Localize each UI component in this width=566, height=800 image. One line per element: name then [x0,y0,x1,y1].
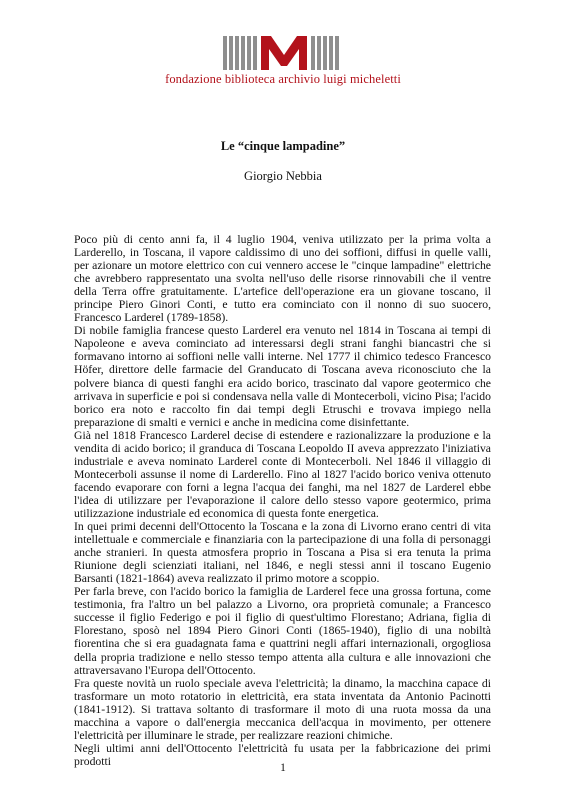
fbalm-logo-icon [223,36,343,70]
header-logo [0,36,566,70]
article-title: Le “cinque lampadine” [220,139,346,153]
paragraph: Poco più di cento anni fa, il 4 luglio 1904, veniva utilizzato per la prima volta a Larderello, in Toscana, il vapore caldissimo di uno dei soffioni, diffusi in quelle valli, per azionare un motore elettrico con cui vennero accese le "cinque lampadine" elettriche che avrebbero rappresentato una svolta nell'uso delle risorse rinnovabili che il ventre della Terra offre gratuitamente. L'artefice dell'operazione era un giovane toscano, il principe Piero Ginori Conti, e tutto era cominciato con il nonno di suo suocero, Francesco Larderel (1789-1858). [74,233,491,325]
paragraph: In quei primi decenni dell'Ottocento la Toscana e la zona di Livorno erano centri di vita intellettuale e commerciale e finanziaria con la partecipazione di una folla di personaggi anche stranieri. In questa atmosfera proprio in Toscana a Pisa si era tenuta la prima Riunione degli scienziati italiani, nel 1846, e negli stessi anni il toscano Eugenio Barsanti (1821-1864) aveva realizzato il primo motore a scoppio. [74,520,491,586]
paragraph: Di nobile famiglia francese questo Larderel era venuto nel 1814 in Toscana ai tempi di Napoleone e aveva cominciato ad interessarsi degli strani fanghi biancastri che si formavano intorno ai soffioni nelle valli interne. Nel 1777 il chimico tedesco Francesco Höfer, direttore delle farmacie del Granducato di Toscana aveva riconosciuto che la polvere bianca di questi fanghi era acido borico, trascinato dal vapore geotermico che arrivava in superficie e poi si condensava nella valle di Montecerboli, vicino Pisa; l'acido borico era noto e raccolto fin dai tempi degli Etruschi e trovava impiego nella preparazione di smalti e vernici e anche in medicina come disinfettante. [74,324,491,429]
article-author: Giorgio Nebbia [244,169,322,183]
paragraph: Fra queste novità un ruolo speciale aveva l'elettricità; la dinamo, la macchina capace di trasformare un moto rotatorio in elettricità, era stata inventata da Antonio Pacinotti (1841-1912). Si trattava soltanto di trasformare il moto di una ruota mossa da una macchina a vapore o dall'energia meccanica dell'acqua in movimento, per ottenere l'elettricità per illuminare le strade, per realizzare reazioni chimiche. [74,676,491,742]
page-number: 1 [280,762,286,774]
paragraph: Già nel 1818 Francesco Larderel decise di estendere e razionalizzare la produzione e la vendita di acido borico; il granduca di Toscana Leopoldo II aveva apprezzato l'iniziativa industriale e aveva nominato Larderel conte di Montecerboli. Nel 1846 il villaggio di Montecerboli assunse il nome di Larderello. Fino al 1827 l'acido borico veniva ottenuto facendo evaporare con forni a legna l'acqua dei fanghi, ma nel 1827 de Larderel ebbe l'idea di utilizzare per l'evaporazione il calore dello stesso vapore geotermico, prima utilizzazione industriale ed economica di questa fonte energetica. [74,428,491,520]
paragraph: Per farla breve, con l'acido borico la famiglia de Larderel fece una grossa fortuna, come testimonia, fra l'altro un bel palazzo a Livorno, ora proprietà comunale; a Francesco successe il figlio Federigo e poi il figlio di quest'ultimo Florestano; Adriana, figlia di Florestano, sposò nel 1894 Piero Ginori Conti (1865-1940), figlio di una nobiltà fiorentina che si era guadagnata fama e quattrini negli affari internazionali, orgogliosa della propria tradizione e nello stesso tempo attenta alla cultura e alle innovazioni che attraversavano l'Europa dell'Ottocento. [74,585,491,677]
paragraph: Negli ultimi anni dell'Ottocento l'elettricità fu usata per la fabbricazione dei primi prodotti [74,741,491,768]
organization-name: fondazione biblioteca archivio luigi micheletti [165,72,401,86]
article-body [74,233,491,768]
